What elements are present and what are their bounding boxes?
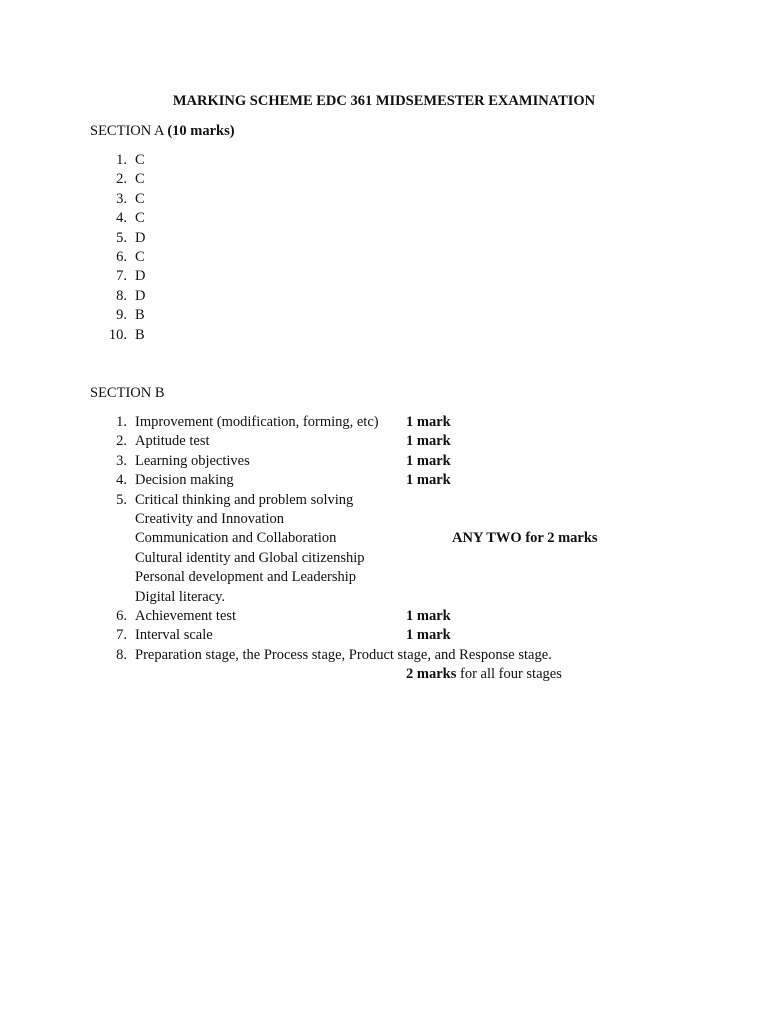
item-number: 4. (116, 472, 127, 489)
answer-line: Critical thinking and problem solving (135, 491, 354, 508)
answer-letter: C (135, 190, 145, 207)
answer-letter: B (135, 307, 145, 324)
mark-allocation: 1 mark (406, 607, 451, 624)
list-item (0, 607, 768, 626)
item-number: 1. (116, 152, 127, 168)
list-item (0, 471, 768, 490)
item-number: 10. (108, 326, 127, 343)
item-number: 6. (116, 607, 127, 624)
list-item (0, 229, 768, 248)
answer-letter: B (135, 326, 145, 343)
item-number: 8. (116, 646, 127, 663)
list-item (0, 306, 768, 325)
list-item (0, 432, 768, 451)
mark-allocation: 1 mark (406, 472, 451, 489)
answer-letter: D (135, 268, 146, 285)
list-item (0, 190, 768, 209)
answer-letter: C (135, 171, 145, 188)
list-item (0, 646, 768, 665)
list-item (0, 151, 768, 170)
mark-allocation: 1 mark (406, 452, 451, 469)
answer-letter: C (135, 152, 145, 168)
list-item (0, 626, 768, 645)
answer-letter: D (135, 287, 146, 304)
section-b-answer-list (0, 413, 768, 684)
section-a-answer-list (0, 151, 768, 345)
answer-line: Communication and Collaboration (135, 530, 337, 547)
list-item (0, 491, 768, 510)
section-a-label: SECTION A (90, 123, 164, 139)
section-a-heading (90, 123, 235, 140)
list-item (0, 248, 768, 267)
list-item (0, 209, 768, 228)
item-number: 3. (116, 190, 127, 207)
section-a-marks: (10 marks) (167, 123, 235, 139)
answer-text: Learning objectives (135, 452, 250, 469)
list-item (0, 287, 768, 306)
mark-count: 2 marks (406, 666, 457, 683)
answer-line: Cultural identity and Global citizenship (135, 549, 365, 566)
answer-text: Improvement (modification, forming, etc) (135, 414, 379, 430)
list-item (0, 170, 768, 189)
answer-line: Digital literacy. (135, 588, 226, 605)
mark-allocation (406, 665, 562, 684)
list-item (0, 267, 768, 286)
list-item (0, 326, 768, 345)
list-item-continuation (0, 549, 768, 568)
list-item-continuation (0, 665, 768, 684)
answer-text: Preparation stage, the Process stage, Product stage, and Response stage. (135, 646, 552, 663)
item-number: 7. (116, 627, 127, 644)
answer-letter: D (135, 229, 146, 246)
mark-note: for all four stages (456, 666, 562, 683)
answer-text: Achievement test (135, 607, 237, 624)
answer-line: Personal development and Leadership (135, 569, 357, 586)
section-b-heading: SECTION B (90, 385, 165, 401)
mark-allocation: ANY TWO for 2 marks (452, 530, 598, 547)
item-number: 7. (116, 268, 127, 285)
list-item-continuation (0, 529, 768, 548)
answer-text: Interval scale (135, 627, 213, 644)
item-number: 1. (116, 414, 127, 430)
mark-allocation: 1 mark (406, 433, 451, 450)
list-item-continuation (0, 588, 768, 607)
answer-text: Decision making (135, 472, 234, 489)
mark-allocation: 1 mark (406, 627, 451, 644)
item-number: 6. (116, 248, 127, 265)
item-number: 3. (116, 452, 127, 469)
item-number: 4. (116, 210, 127, 227)
list-item (0, 413, 768, 432)
list-item (0, 452, 768, 471)
page-title: MARKING SCHEME EDC 361 MIDSEMESTER EXAMINATION (172, 93, 596, 109)
answer-text: Aptitude test (135, 433, 210, 450)
item-number: 2. (116, 433, 127, 450)
answer-line: Creativity and Innovation (135, 510, 284, 527)
item-number: 9. (116, 307, 127, 324)
list-item-continuation (0, 510, 768, 529)
answer-letter: C (135, 210, 145, 227)
item-number: 2. (116, 171, 127, 188)
item-number: 5. (116, 491, 127, 508)
mark-allocation: 1 mark (406, 414, 451, 430)
answer-letter: C (135, 248, 145, 265)
list-item-continuation (0, 568, 768, 587)
item-number: 8. (116, 287, 127, 304)
item-number: 5. (116, 229, 127, 246)
